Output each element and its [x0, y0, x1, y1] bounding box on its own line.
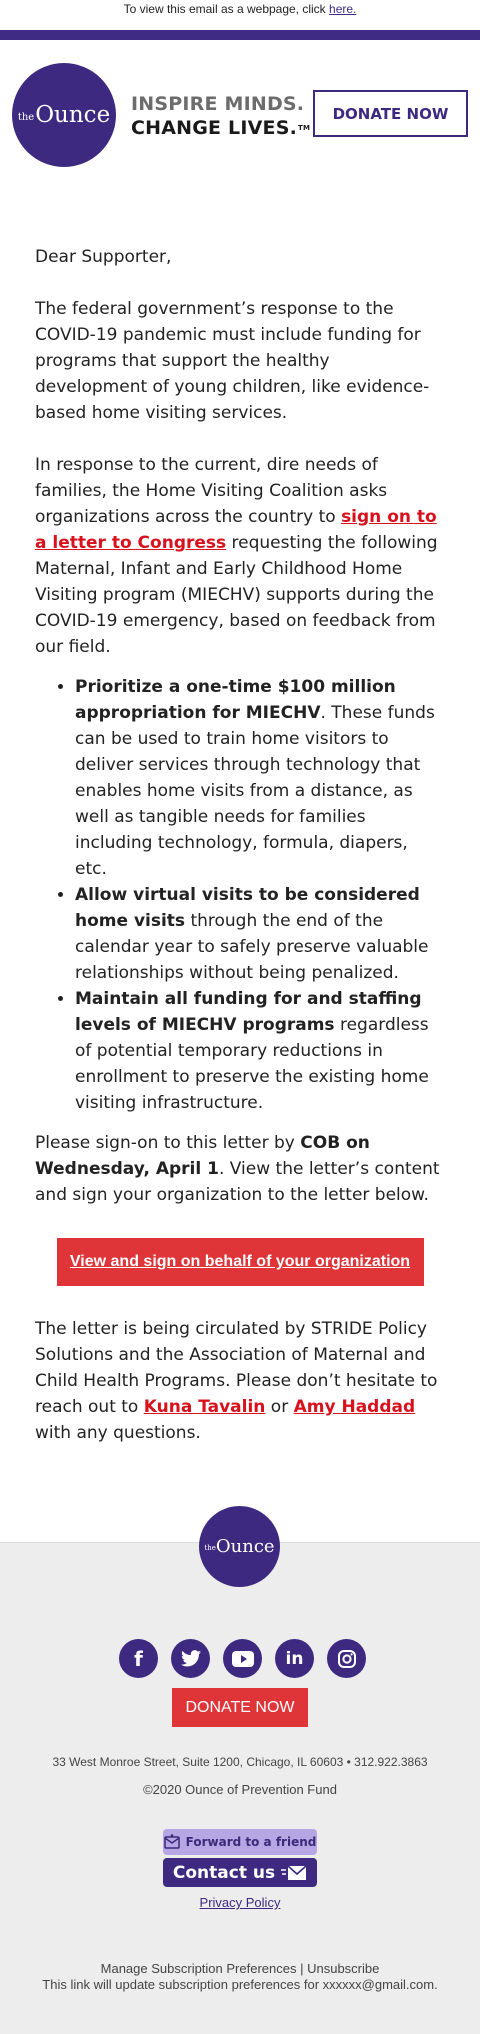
- manage-line: [0, 1961, 480, 1977]
- mailing-address: 33 West Monroe Street, Suite 1200, Chicago, IL 60603 • 312.922.3863: [52, 1755, 428, 1769]
- linkedin-glyph: in: [285, 1648, 304, 1669]
- requests-list: [35, 674, 445, 1116]
- list-item: [75, 674, 445, 882]
- forward-to-friend-button[interactable]: [163, 1829, 317, 1855]
- request-text-before: In response to the current, dire needs of families, the Home Visiting Coalition asks organizations across the country to: [35, 455, 388, 527]
- social-links: [119, 1639, 366, 1678]
- cta-container: [35, 1238, 445, 1286]
- tagline-line2: [131, 116, 310, 140]
- email-header: [0, 40, 480, 185]
- preheader: [0, 0, 480, 30]
- bullet-text: regardless of potential temporary reductions in enrollment to preserve the existing home visiting infrastructure.: [75, 1015, 429, 1113]
- youtube-play-glyph: [232, 1651, 254, 1667]
- deadline-text-before: Please sign-on to this letter by: [35, 1133, 301, 1153]
- trademark-mark: TM: [298, 124, 311, 132]
- subscription-management: [0, 1961, 480, 1993]
- preheader-text: To view this email as a webpage, click: [123, 2, 330, 16]
- tagline-line1: INSPIRE MINDS.: [131, 93, 305, 115]
- contact-paragraph: [35, 1316, 445, 1446]
- update-note: This link will update subscription preferences for xxxxxx@gmail.com.: [42, 1977, 438, 1992]
- kuna-tavalin-link[interactable]: Kuna Tavalin: [143, 1397, 266, 1417]
- footer-donate-button[interactable]: DONATE NOW: [172, 1688, 308, 1727]
- instagram-camera-glyph: [337, 1649, 357, 1669]
- linkedin-icon[interactable]: [275, 1639, 314, 1678]
- amy-haddad-link[interactable]: Amy Haddad: [293, 1397, 416, 1417]
- footer-logo-the: the: [204, 1544, 216, 1552]
- bullet-text: through the end of the calendar year to safely preserve valuable relationships without being penalized.: [75, 911, 429, 983]
- contact-label: Contact us: [172, 1862, 276, 1883]
- forward-mail-icon: [164, 1834, 182, 1850]
- tagline-line2-text: CHANGE LIVES.: [131, 117, 298, 139]
- twitter-bird-glyph: [181, 1650, 201, 1667]
- link-separator: |: [296, 1961, 308, 1976]
- manage-preferences-link[interactable]: Manage Subscription Preferences: [100, 1961, 297, 1976]
- youtube-icon[interactable]: [223, 1639, 262, 1678]
- deadline-date: COB on Wednesday, April 1: [35, 1133, 370, 1179]
- request-text-after: requesting the following Maternal, Infant and Early Childhood Home Visiting program (MIECHV) supports during the COVID-19 emergency, based on feedback from our field.: [35, 533, 438, 657]
- contact-us-button[interactable]: [163, 1858, 317, 1887]
- logo-the: the: [17, 111, 35, 123]
- bullet-bold: Maintain all funding for and staffing levels of MIECHV programs: [75, 989, 422, 1035]
- facebook-icon[interactable]: [119, 1639, 158, 1678]
- unsubscribe-link[interactable]: Unsubscribe: [307, 1961, 380, 1976]
- copyright: ©2020 Ounce of Prevention Fund: [143, 1782, 337, 1797]
- intro-paragraph: The federal government’s response to the COVID-19 pandemic must include funding for programs that support the healthy development of young children, like evidence-based home visiting services.: [35, 299, 430, 423]
- ounce-logo[interactable]: [12, 63, 116, 167]
- instagram-icon[interactable]: [327, 1639, 366, 1678]
- deadline-paragraph: [35, 1130, 445, 1208]
- request-paragraph: [35, 452, 445, 660]
- list-item: [75, 882, 445, 986]
- bullet-text: . These funds can be used to train home visitors to deliver services through technology that enables home visits from a distance, as well as tangible needs for families including technology, formula, diapers, etc.: [75, 703, 435, 879]
- contact-text-mid: or: [265, 1397, 294, 1417]
- envelope-icon: [281, 1865, 307, 1881]
- contact-text-before: The letter is being circulated by STRIDE Policy Solutions and the Association of Maternal and Child Health Programs. Please don’t hesitate to reach out to: [35, 1319, 438, 1417]
- footer-logo-ounce: Ounce: [215, 1536, 275, 1557]
- sign-on-letter-link[interactable]: sign on to a letter to Congress: [35, 507, 437, 553]
- deadline-text-after: . View the letter’s content and sign your organization to the letter below.: [35, 1159, 440, 1205]
- bullet-bold: Allow virtual visits to be considered home visits: [75, 885, 420, 931]
- logo-ounce: Ounce: [35, 102, 111, 128]
- footer-ounce-logo[interactable]: [199, 1506, 280, 1587]
- view-webpage-link[interactable]: here.: [329, 2, 357, 16]
- list-item: [75, 986, 445, 1116]
- view-and-sign-button[interactable]: View and sign on behalf of your organization: [57, 1238, 424, 1286]
- facebook-glyph: f: [134, 1646, 143, 1671]
- header-donate-button[interactable]: DONATE NOW: [313, 90, 468, 137]
- bullet-bold: Prioritize a one-time $100 million appropriation for MIECHV: [75, 677, 396, 723]
- header-accent-bar: [0, 30, 480, 40]
- forward-label: Forward to a friend: [185, 1835, 317, 1849]
- contact-text-after: with any questions.: [35, 1423, 201, 1443]
- twitter-icon[interactable]: [171, 1639, 210, 1678]
- privacy-policy-link[interactable]: Privacy Policy: [199, 1895, 281, 1910]
- email-footer: [0, 1536, 480, 2034]
- tagline: [131, 92, 310, 140]
- email-body: [0, 185, 480, 1446]
- greeting: Dear Supporter,: [35, 247, 172, 267]
